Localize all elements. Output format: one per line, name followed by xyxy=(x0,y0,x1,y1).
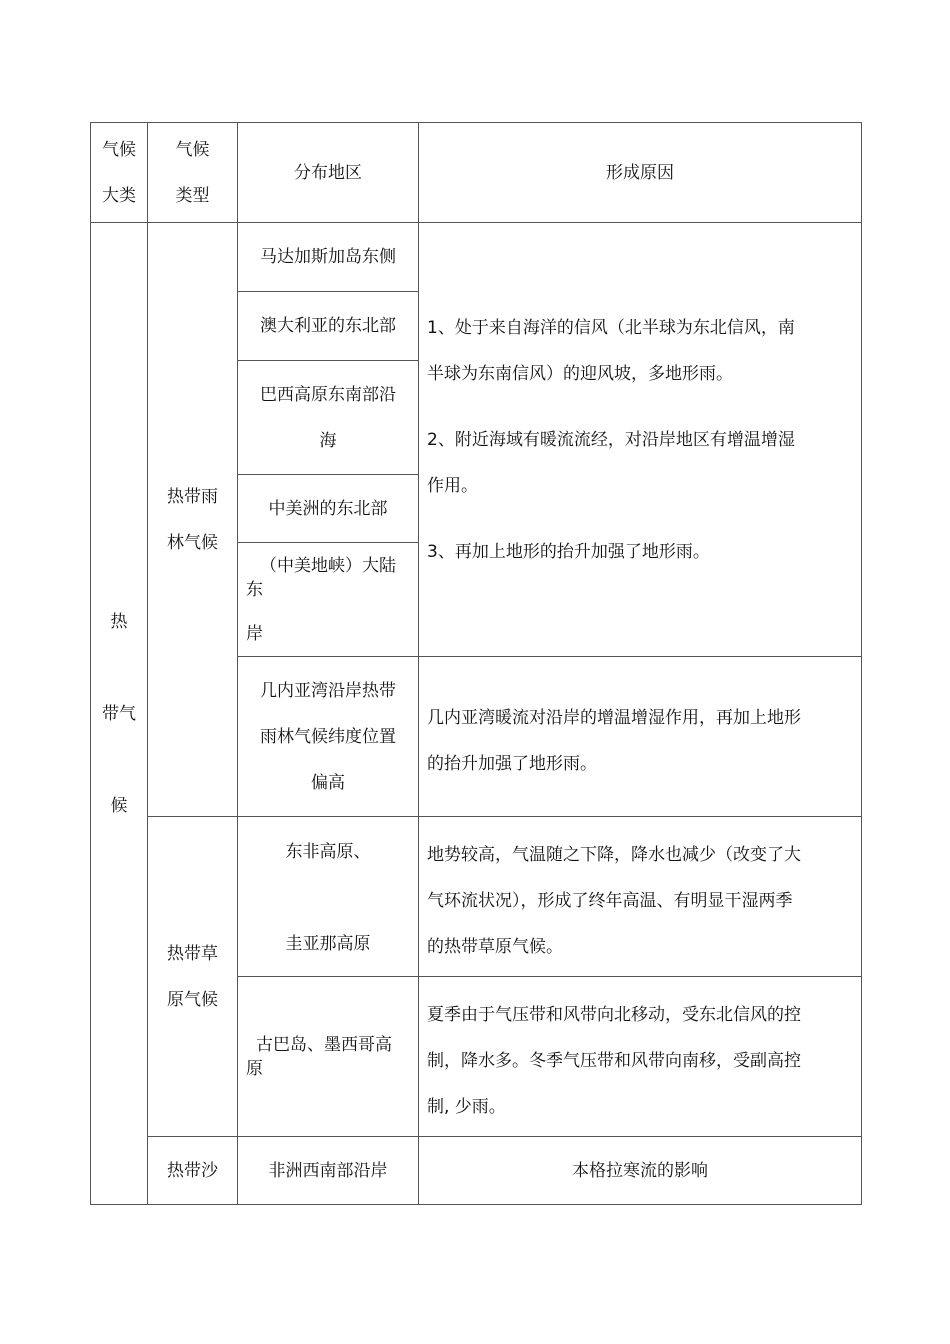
climate-table xyxy=(90,122,862,1205)
region-brazil-plateau: 巴西高原东南部沿 海 xyxy=(238,361,419,475)
header-climate-type: 气候 类型 xyxy=(148,123,238,223)
cause-rainforest-general: 1、处于来自海洋的信风（北半球为东北信风，南 半球为东南信风）的迎风坡，多地形雨。 2、附近海域有暖流流经，对沿岸地区有增温增湿 作用。 3、再加上地形的抬升加强了地形雨。 xyxy=(419,223,862,657)
cause-benguela: 本格拉寒流的影响 xyxy=(419,1137,862,1205)
region-guinea-gulf: 几内亚湾沿岸热带 雨林气候纬度位置 偏高 xyxy=(238,657,419,817)
region-madagascar: 马达加斯加岛东侧 xyxy=(238,223,419,292)
cause-guinea-gulf: 几内亚湾暖流对沿岸的增温增湿作用，再加上地形 的抬升加强了地形雨。 xyxy=(419,657,862,817)
type-savanna: 热带草 原气候 xyxy=(148,817,238,1137)
table-row xyxy=(91,223,862,292)
region-cuba-mexico: 古巴岛、墨西哥高 原 xyxy=(238,977,419,1137)
header-region: 分布地区 xyxy=(238,123,419,223)
region-east-africa: 东非高原、 圭亚那高原 xyxy=(238,817,419,977)
major-class-tropical: 热 带气 候 xyxy=(91,223,148,1205)
cause-savanna-highland: 地势较高，气温随之下降，降水也减少（改变了大 气环流状况），形成了终年高温、有明显干湿两季 的热带草原气候。 xyxy=(419,817,862,977)
cause-savanna-cuba: 夏季由于气压带和风带向北移动，受东北信风的控 制，降水多。冬季气压带和风带向南移，受副高控 制, 少雨。 xyxy=(419,977,862,1137)
table-row xyxy=(91,817,862,977)
table-row xyxy=(91,1137,862,1205)
region-central-america-ne: 中美洲的东北部 xyxy=(238,475,419,543)
region-isthmus: （中美地峡）大陆 东 岸 xyxy=(238,543,419,657)
header-major-class: 气候 大类 xyxy=(91,123,148,223)
header-cause: 形成原因 xyxy=(419,123,862,223)
region-sw-africa: 非洲西南部沿岸 xyxy=(238,1137,419,1205)
type-rainforest: 热带雨 林气候 xyxy=(148,223,238,817)
region-australia-ne: 澳大利亚的东北部 xyxy=(238,292,419,361)
header-row xyxy=(91,123,862,223)
type-desert: 热带沙 xyxy=(148,1137,238,1205)
